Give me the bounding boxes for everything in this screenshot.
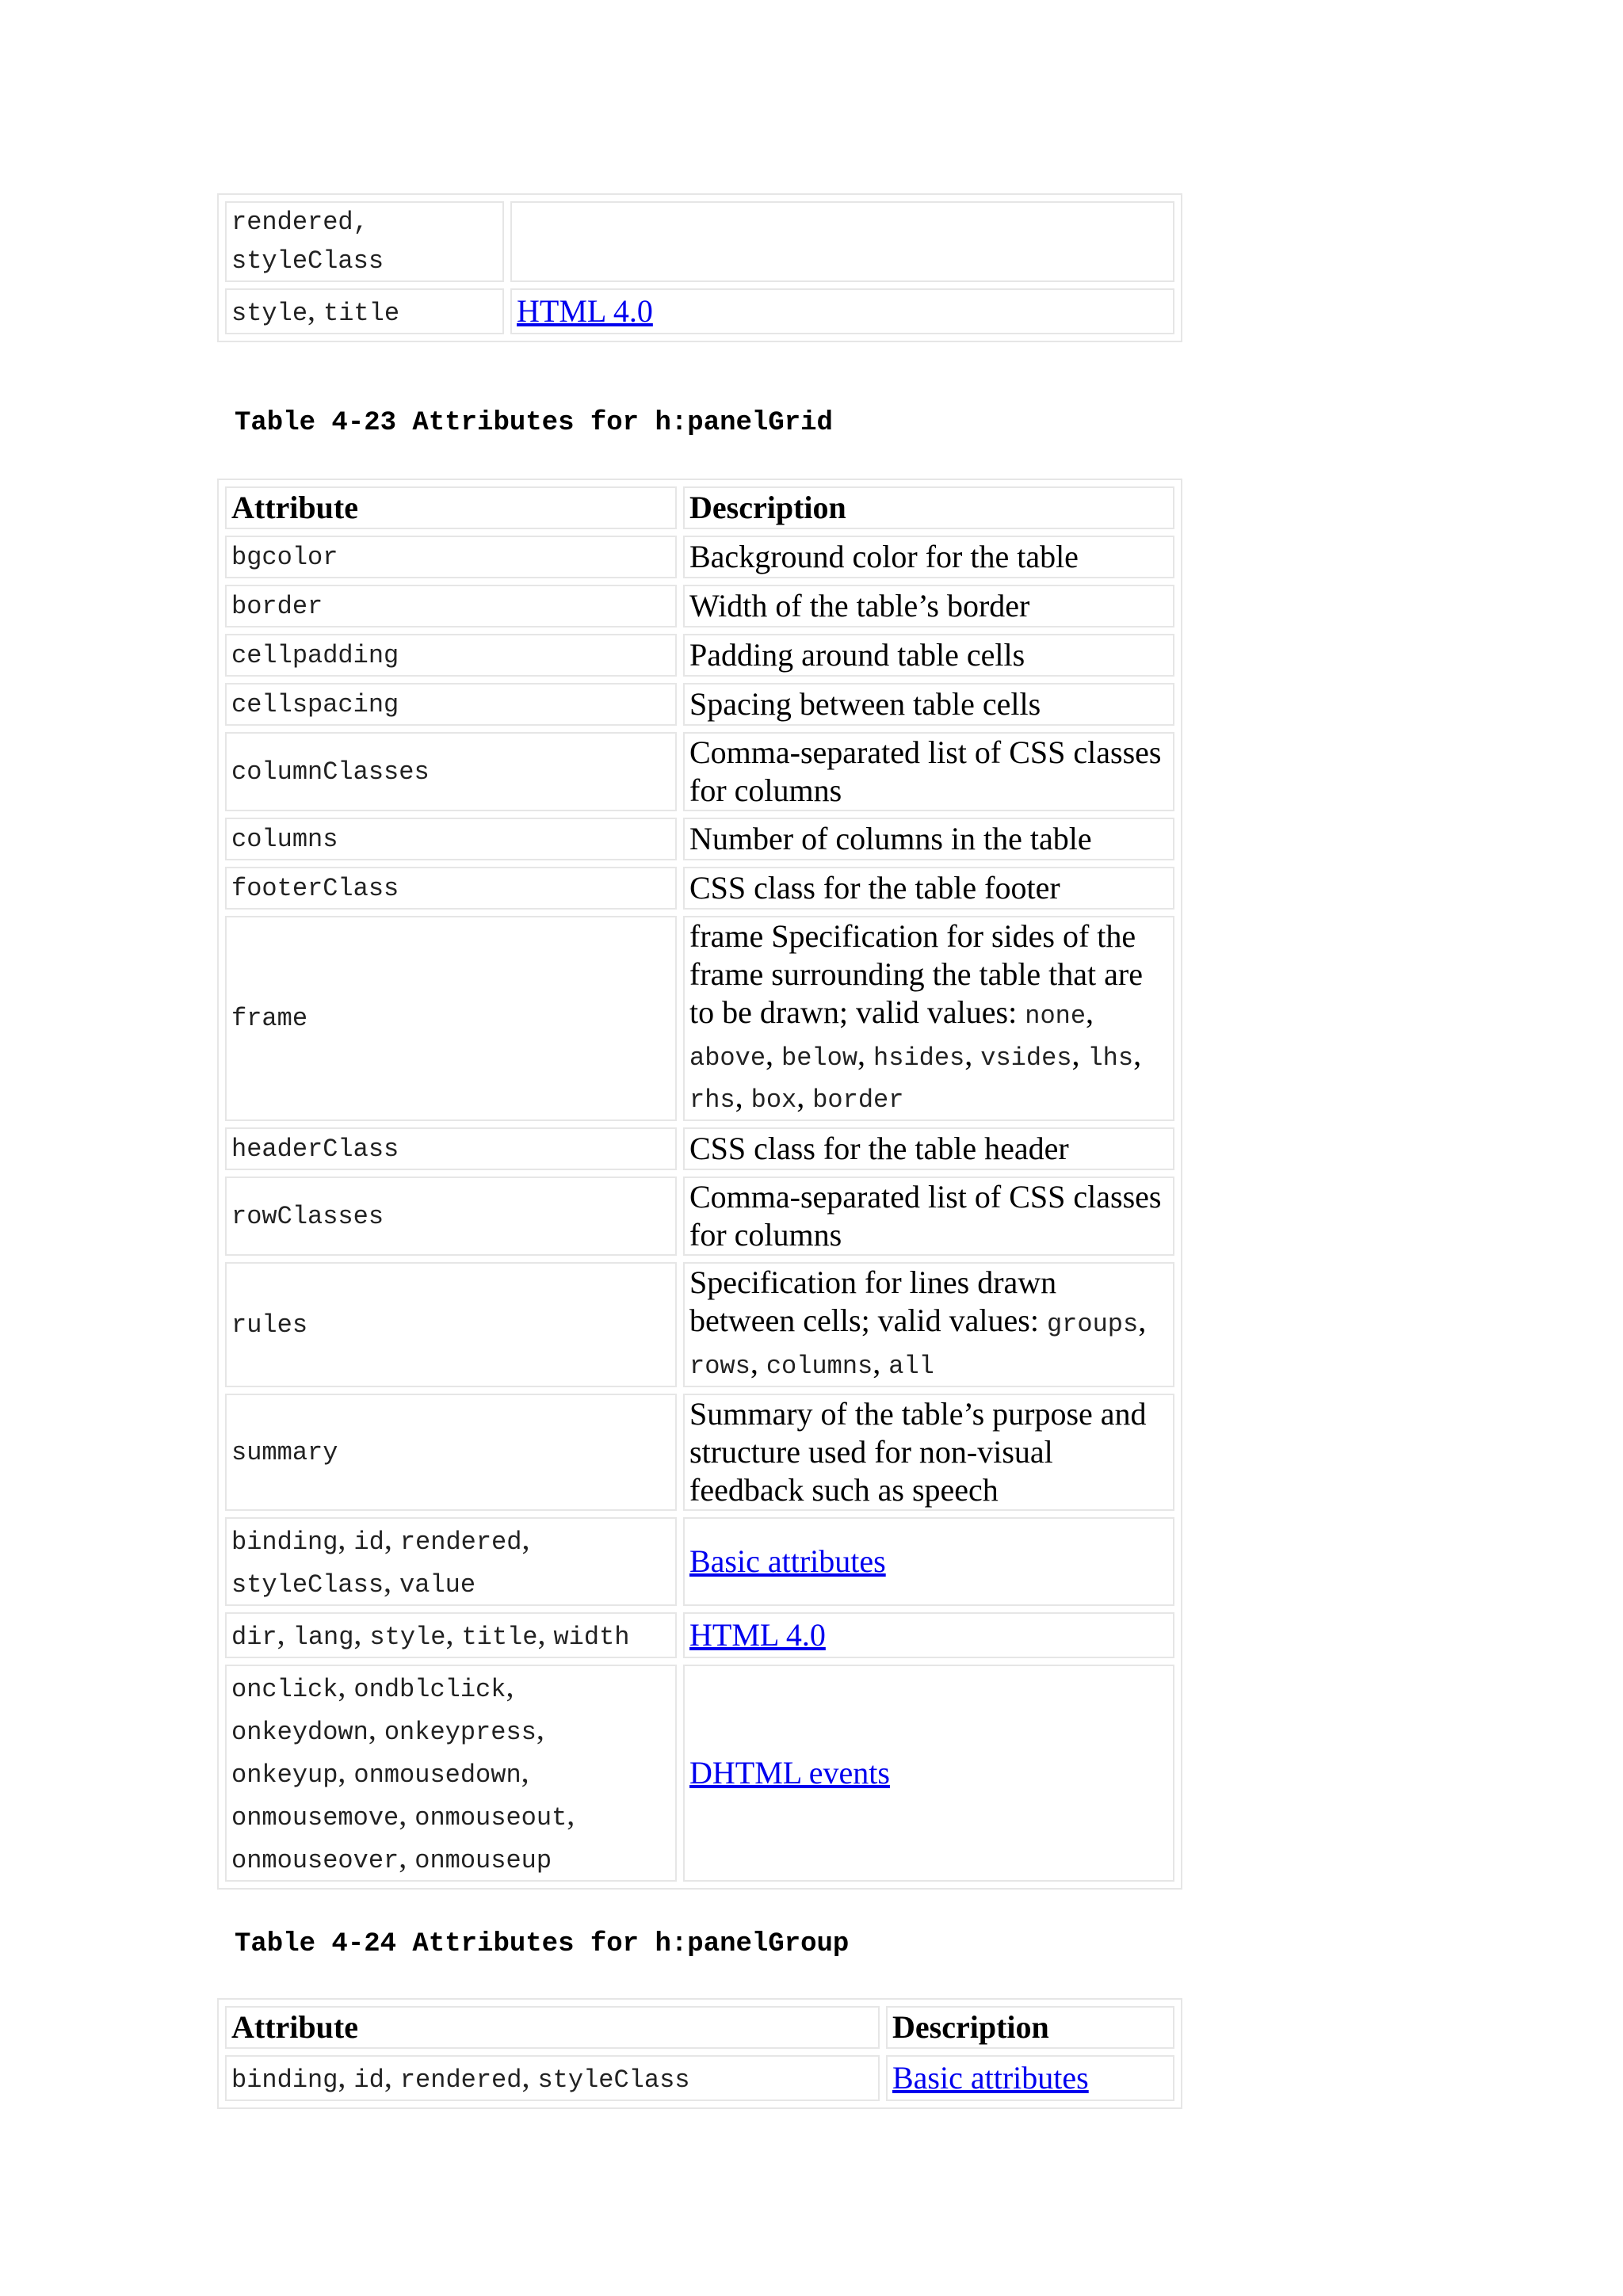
attribute-cell: footerClass bbox=[225, 867, 677, 910]
dhtml-events-link[interactable]: DHTML events bbox=[689, 1755, 890, 1791]
value-none: none bbox=[1025, 1001, 1086, 1031]
table-header-row bbox=[225, 2006, 1174, 2049]
table-header-row bbox=[225, 486, 1174, 529]
attr-binding: binding bbox=[231, 2065, 338, 2095]
value-hsides: hsides bbox=[873, 1043, 965, 1073]
table-row bbox=[225, 1612, 1174, 1658]
header-description: Description bbox=[886, 2006, 1174, 2049]
description-cell: Width of the table’s border bbox=[683, 585, 1174, 627]
basic-attributes-link[interactable]: Basic attributes bbox=[892, 2060, 1089, 2096]
attribute-cell bbox=[225, 201, 504, 282]
attr-id: id bbox=[353, 1527, 384, 1557]
html-4-link[interactable]: HTML 4.0 bbox=[517, 293, 653, 329]
table-row bbox=[225, 1127, 1174, 1170]
panelgrid-attributes-table bbox=[217, 479, 1182, 1890]
table-4-23-caption: Table 4-23 Attributes for h:panelGrid bbox=[235, 408, 833, 438]
description-cell bbox=[683, 1612, 1174, 1658]
attribute-cell: columns bbox=[225, 818, 677, 860]
value-vsides: vsides bbox=[980, 1043, 1072, 1073]
value-columns: columns bbox=[766, 1352, 873, 1381]
attr-lang: lang bbox=[292, 1623, 354, 1652]
table-row bbox=[225, 818, 1174, 860]
attribute-cell: cellpadding bbox=[225, 634, 677, 677]
attribute-cell: binding, id, rendered, styleClass bbox=[225, 2055, 880, 2101]
table-row bbox=[225, 1517, 1174, 1606]
attr-width: width bbox=[553, 1623, 630, 1652]
attribute-cell: style, title bbox=[225, 288, 504, 334]
table-row bbox=[225, 201, 1174, 282]
attr-onkeyup: onkeyup bbox=[231, 1760, 338, 1790]
attribute-cell: headerClass bbox=[225, 1127, 677, 1170]
top-partial-table bbox=[217, 193, 1182, 342]
table-row bbox=[225, 634, 1174, 677]
attr-style: style bbox=[231, 299, 308, 328]
attr-ondblclick: ondblclick bbox=[353, 1675, 506, 1704]
description-cell: Summary of the table’s purpose and structure used for non-visual feedback such as speech bbox=[683, 1394, 1174, 1511]
value-below: below bbox=[781, 1043, 858, 1073]
value-above: above bbox=[689, 1043, 766, 1073]
panelgroup-attributes-table bbox=[217, 1998, 1182, 2109]
description-cell: Background color for the table bbox=[683, 536, 1174, 578]
value-rows: rows bbox=[689, 1352, 750, 1381]
attr-onclick: onclick bbox=[231, 1675, 338, 1704]
table-row bbox=[225, 585, 1174, 627]
table-row bbox=[225, 2055, 1174, 2101]
attribute-cell: dir, lang, style, title, width bbox=[225, 1612, 677, 1658]
description-cell: Spacing between table cells bbox=[683, 683, 1174, 726]
attr-dir: dir bbox=[231, 1623, 277, 1652]
attr-title: title bbox=[461, 1623, 538, 1652]
attr-styleclass: styleClass bbox=[537, 2065, 690, 2095]
table-row bbox=[225, 1177, 1174, 1256]
header-description: Description bbox=[683, 486, 1174, 529]
attribute-cell: bgcolor bbox=[225, 536, 677, 578]
attribute-cell: border bbox=[225, 585, 677, 627]
attr-onmousedown: onmousedown bbox=[353, 1760, 521, 1790]
attr-rendered: rendered, bbox=[231, 208, 369, 237]
value-all: all bbox=[888, 1352, 934, 1381]
table-row bbox=[225, 732, 1174, 811]
attr-styleclass: styleClass bbox=[231, 246, 384, 276]
value-box: box bbox=[750, 1085, 797, 1115]
table-row bbox=[225, 1394, 1174, 1511]
attribute-cell: summary bbox=[225, 1394, 677, 1511]
basic-attributes-link[interactable]: Basic attributes bbox=[689, 1543, 886, 1579]
attribute-cell: onclick, ondblclick, onkeydown, onkeypress, onkeyup, onmousedown, onmousemove, onmouseout, onmouseover, onmouseup bbox=[225, 1665, 677, 1882]
description-cell bbox=[510, 201, 1174, 282]
header-attribute: Attribute bbox=[225, 486, 677, 529]
description-cell: CSS class for the table footer bbox=[683, 867, 1174, 910]
attr-styleclass: styleClass bbox=[231, 1570, 384, 1600]
attr-rendered: rendered bbox=[399, 1527, 522, 1557]
description-cell: frame Specification for sides of the frame surrounding the table that are to be drawn; valid values: none, above, below, hsides, vsides, lhs, rhs, box, border bbox=[683, 916, 1174, 1121]
table-row bbox=[225, 288, 1174, 334]
description-cell: Specification for lines drawn between cells; valid values: groups, rows, columns, all bbox=[683, 1262, 1174, 1387]
attribute-cell: rules bbox=[225, 1262, 677, 1387]
value-groups: groups bbox=[1046, 1310, 1139, 1339]
table-row bbox=[225, 1665, 1174, 1882]
attr-id: id bbox=[353, 2065, 384, 2095]
attr-onmouseup: onmouseup bbox=[414, 1846, 552, 1875]
attr-onkeydown: onkeydown bbox=[231, 1718, 369, 1747]
header-attribute: Attribute bbox=[225, 2006, 880, 2049]
attribute-cell: binding, id, rendered, styleClass, value bbox=[225, 1517, 677, 1606]
attr-onmouseout: onmouseout bbox=[414, 1803, 567, 1833]
table-row bbox=[225, 536, 1174, 578]
description-cell bbox=[510, 288, 1174, 334]
attr-onmouseover: onmouseover bbox=[231, 1846, 399, 1875]
html-4-link[interactable]: HTML 4.0 bbox=[689, 1617, 826, 1653]
attr-onkeypress: onkeypress bbox=[384, 1718, 537, 1747]
description-cell bbox=[683, 1665, 1174, 1882]
description-cell bbox=[683, 1517, 1174, 1606]
attr-value: value bbox=[399, 1570, 476, 1600]
attribute-cell: rowClasses bbox=[225, 1177, 677, 1256]
description-cell: CSS class for the table header bbox=[683, 1127, 1174, 1170]
table-4-24-caption: Table 4-24 Attributes for h:panelGroup bbox=[235, 1929, 850, 1959]
description-cell: Comma-separated list of CSS classes for columns bbox=[683, 1177, 1174, 1256]
rules-desc: Specification for lines drawn between cells; valid values: bbox=[689, 1264, 1057, 1338]
table-row bbox=[225, 683, 1174, 726]
table-row bbox=[225, 867, 1174, 910]
frame-desc: frame Specification for sides of the frame surrounding the table that are to be drawn; valid values: bbox=[689, 918, 1143, 1030]
description-cell: Number of columns in the table bbox=[683, 818, 1174, 860]
description-cell: Padding around table cells bbox=[683, 634, 1174, 677]
attribute-cell: columnClasses bbox=[225, 732, 677, 811]
description-cell bbox=[886, 2055, 1174, 2101]
attribute-cell: frame bbox=[225, 916, 677, 1121]
attribute-cell: cellspacing bbox=[225, 683, 677, 726]
table-row bbox=[225, 916, 1174, 1121]
value-rhs: rhs bbox=[689, 1085, 735, 1115]
table-row bbox=[225, 1262, 1174, 1387]
value-lhs: lhs bbox=[1087, 1043, 1134, 1073]
attr-title: title bbox=[323, 299, 400, 328]
value-border: border bbox=[812, 1085, 904, 1115]
description-cell: Comma-separated list of CSS classes for columns bbox=[683, 732, 1174, 811]
attr-onmousemove: onmousemove bbox=[231, 1803, 399, 1833]
attr-binding: binding bbox=[231, 1527, 338, 1557]
attr-style: style bbox=[369, 1623, 446, 1652]
attr-rendered: rendered bbox=[399, 2065, 522, 2095]
